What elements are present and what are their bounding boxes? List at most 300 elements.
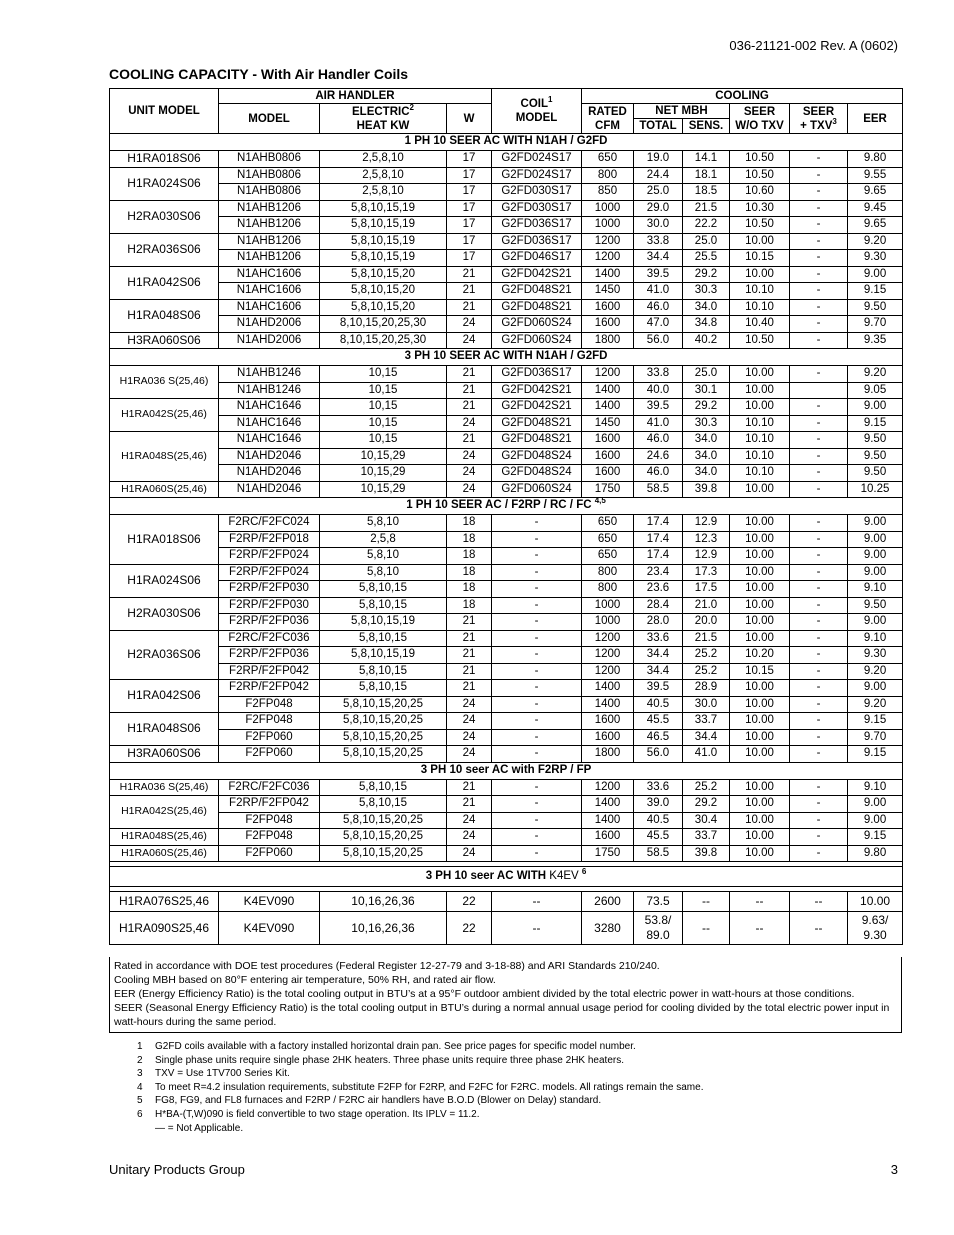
electric-heat-kw-cell: 5,8,10,15,19 [320,250,447,267]
table-row [110,812,903,829]
electric-heat-kw-cell: 5,8,10,15,19 [320,200,447,217]
model-cell: F2RC/F2FC024 [219,515,320,532]
net-mbh-total-cell: 17.4 [634,548,683,565]
seer-txv-cell: - [790,366,848,383]
electric-heat-kw-cell: 10,15,29 [320,465,447,482]
model-cell: N1AHB0806 [219,184,320,201]
model-cell: F2RC/F2FC036 [219,779,320,796]
coil-model-cell: G2FD048S21 [492,283,582,300]
rated-cfm-cell: 1400 [582,266,634,283]
net-mbh-sens-cell: 21.5 [683,630,730,647]
model-cell: F2RP/F2FP030 [219,597,320,614]
seer-txv-cell: - [790,432,848,449]
electric-heat-kw-cell: 5,8,10,15 [320,581,447,598]
seer-wo-txv-cell: 10.50 [730,217,790,234]
w-cell: 24 [447,465,492,482]
model-cell: N1AHC1646 [219,415,320,432]
net-mbh-total-cell: 45.5 [634,713,683,730]
seer-wo-txv-cell: 10.00 [730,531,790,548]
model-cell: F2RP/F2FP036 [219,647,320,664]
eer-cell: 9.80 [848,151,903,168]
coil-model-cell: G2FD048S21 [492,432,582,449]
seer-txv-cell: - [790,531,848,548]
net-mbh-total-cell: 23.4 [634,564,683,581]
eer-cell: 9.15 [848,713,903,730]
net-mbh-total-cell: 39.5 [634,680,683,697]
seer-wo-txv-cell: 10.10 [730,448,790,465]
eer-cell: 9.20 [848,696,903,713]
coil-model-cell: G2FD042S21 [492,266,582,283]
model-cell: N1AHD2006 [219,316,320,333]
electric-heat-kw-cell: 10,15 [320,399,447,416]
w-cell: 21 [447,663,492,680]
seer-wo-txv-cell: 10.00 [730,630,790,647]
footnote-number: 2 [137,1054,143,1066]
footnote [137,1094,703,1108]
electric-heat-kw-cell: 5,8,10 [320,548,447,565]
seer-txv-cell: - [790,779,848,796]
rated-cfm-cell: 1400 [582,696,634,713]
rated-cfm-cell: 650 [582,531,634,548]
eer-cell: 9.00 [848,531,903,548]
net-mbh-sens-cell: 18.1 [683,167,730,184]
eer-cell: 9.00 [848,266,903,283]
w-cell: 18 [447,597,492,614]
table-row [110,167,903,184]
table-row [110,548,903,565]
model-cell: N1AHB1206 [219,250,320,267]
rated-cfm-cell: 1450 [582,283,634,300]
table-row [110,266,903,283]
footer-company: Unitary Products Group [109,1162,245,1177]
w-cell: 24 [447,729,492,746]
net-mbh-sens-cell: 30.1 [683,382,730,399]
rated-cfm-cell: 1600 [582,316,634,333]
electric-heat-kw-cell: 5,8,10,15 [320,796,447,813]
net-mbh-total-cell: 40.5 [634,812,683,829]
net-mbh-total-cell: 17.4 [634,515,683,532]
net-mbh-total-cell: 28.4 [634,597,683,614]
seer-wo-txv-cell: 10.00 [730,366,790,383]
seer-txv-cell: - [790,564,848,581]
model-cell: N1AHB1206 [219,233,320,250]
w-cell: 17 [447,200,492,217]
net-mbh-total-cell: 45.5 [634,829,683,846]
footnote-text: G2FD coils available with a factory installed horizontal drain pan. See price pages for specific model number. [155,1041,636,1052]
table-row [110,432,903,449]
electric-heat-kw-cell: 8,10,15,20,25,30 [320,316,447,333]
seer-wo-txv-cell: 10.15 [730,250,790,267]
w-cell: 24 [447,812,492,829]
net-mbh-sens-cell: 34.0 [683,432,730,449]
coil-model-cell: G2FD030S17 [492,184,582,201]
w-cell: 24 [447,481,492,498]
page-title: COOLING CAPACITY - With Air Handler Coils [109,66,409,82]
coil-model-cell: - [492,729,582,746]
electric-heat-kw-cell: 5,8,10,15,19 [320,217,447,234]
net-mbh-sens-cell: 25.0 [683,233,730,250]
w-cell: 24 [447,316,492,333]
unit-model-cell: H1RA060S(25,46) [110,845,219,862]
electric-heat-kw-cell: 5,8,10 [320,515,447,532]
w-cell: 21 [447,779,492,796]
model-cell: N1AHC1606 [219,299,320,316]
model-cell: F2RP/F2FP042 [219,663,320,680]
seer-wo-txv-cell: 10.00 [730,680,790,697]
seer-txv-cell: - [790,481,848,498]
rated-cfm-cell: 650 [582,548,634,565]
seer-txv-cell: - [790,829,848,846]
electric-heat-kw-cell: 2,5,8,10 [320,151,447,168]
eer-cell: 9.30 [848,647,903,664]
seer-wo-txv-cell: 10.60 [730,184,790,201]
w-cell: 18 [447,515,492,532]
seer-wo-txv-cell: 10.00 [730,266,790,283]
electric-heat-kw-cell: 5,8,10,15,20 [320,299,447,316]
w-cell: 21 [447,399,492,416]
eer-cell: 9.15 [848,746,903,763]
electric-heat-header: ELECTRIC$^2$ HEAT KW [320,104,447,134]
net-mbh-total-cell: 46.5 [634,729,683,746]
net-mbh-total-cell: 24.4 [634,167,683,184]
seer-wo-txv-cell: 10.00 [730,812,790,829]
rated-cfm-cell: 800 [582,581,634,598]
seer-txv-cell: - [790,845,848,862]
net-mbh-sens-cell: 25.0 [683,366,730,383]
table-row [110,448,903,465]
note-line: EER (Energy Efficiency Ratio) is the total cooling output in BTU’s at a 95°F outdoor ambient divided by the total electric power in watt-hours at those conditions. [114,988,855,1000]
net-mbh-sens-cell: 34.0 [683,448,730,465]
net-mbh-sens-cell: 28.9 [683,680,730,697]
rated-cfm-cell: 1750 [582,481,634,498]
w-cell: 24 [447,746,492,763]
coil-model-cell: - [492,548,582,565]
net-mbh-sens-cell: 30.4 [683,812,730,829]
net-mbh-sens-cell: 12.9 [683,515,730,532]
coil-model-cell: G2FD036S17 [492,217,582,234]
footnote [137,1122,703,1136]
model-header: MODEL [219,104,320,134]
rated-cfm-cell: 1400 [582,796,634,813]
seer-wo-txv-cell: 10.00 [730,729,790,746]
net-mbh-total-cell: 33.6 [634,779,683,796]
model-cell: F2RP/F2FP024 [219,564,320,581]
coil-model-cell: - [492,696,582,713]
model-cell: N1AHC1646 [219,432,320,449]
coil-model-cell: - [492,597,582,614]
seer-wo-txv-cell: 10.10 [730,283,790,300]
footnotes [137,1040,703,1135]
net-mbh-sens-cell: 14.1 [683,151,730,168]
net-mbh-sens-cell: 30.0 [683,696,730,713]
net-mbh-total-cell: 46.0 [634,465,683,482]
model-cell: N1AHB0806 [219,151,320,168]
eer-cell: 9.50 [848,465,903,482]
net-mbh-total-cell: 56.0 [634,746,683,763]
seer-wo-txv-cell: 10.50 [730,167,790,184]
section-title: 1 PH 10 SEER AC WITH N1AH / G2FD [110,134,903,151]
rated-cfm-cell: 1200 [582,779,634,796]
unit-model-cell: H1RA018S06 [110,151,219,168]
net-mbh-sens-cell: 41.0 [683,746,730,763]
seer-wo-txv-cell: 10.10 [730,432,790,449]
footnote-text: H*BA-(T,W)090 is field convertible to two stage operation. Its IPLV = 11.2. [155,1108,480,1120]
eer-cell: 9.80 [848,845,903,862]
w-cell: 17 [447,151,492,168]
rated-cfm-cell: 650 [582,515,634,532]
seer-txv-cell: - [790,597,848,614]
seer-txv-cell: - [790,614,848,631]
footnote-text: FG8, FG9, and FL8 furnaces and F2RP / F2RC air handlers have B.O.D (Blower on Delay) standard. [155,1095,602,1107]
model-cell: F2RP/F2FP036 [219,614,320,631]
w-cell: 21 [447,680,492,697]
coil-model-cell: G2FD046S17 [492,250,582,267]
net-mbh-total-cell: 19.0 [634,151,683,168]
rated-cfm-cell: 1200 [582,647,634,664]
coil-model-cell: G2FD042S21 [492,382,582,399]
net-mbh-sens-cell: 20.0 [683,614,730,631]
footnote [137,1108,703,1122]
unit-model-cell: H1RA048S06 [110,713,219,746]
seer-txv-cell: - [790,465,848,482]
electric-heat-kw-cell: 5,8,10,15,20 [320,266,447,283]
rated-cfm-cell: 1400 [582,399,634,416]
coil-model-cell: - [492,531,582,548]
table-row [110,382,903,399]
table-row [110,796,903,813]
net-mbh-sens-cell: 39.8 [683,481,730,498]
seer-txv-cell: - [790,448,848,465]
net-mbh-sens-cell: 17.5 [683,581,730,598]
seer-wo-txv-cell: 10.15 [730,663,790,680]
electric-heat-kw-cell: 5,8,10,15,19 [320,647,447,664]
model-cell: N1AHC1606 [219,283,320,300]
coil-model-cell: G2FD036S17 [492,366,582,383]
eer-cell: 9.05 [848,382,903,399]
table-row [110,399,903,416]
eer-cell: 9.65 [848,217,903,234]
coil-model-cell: G2FD048S21 [492,299,582,316]
footnote-text: — = Not Applicable. [155,1122,244,1134]
model-cell: F2RC/F2FC036 [219,630,320,647]
page-number: 3 [890,1162,898,1177]
eer-cell: 9.00 [848,680,903,697]
model-cell: F2RP/F2FP018 [219,531,320,548]
unit-model-cell: H1RA036 S(25,46) [110,779,219,796]
table-row [110,515,903,532]
seer-txv-cell: - [790,332,848,349]
electric-heat-kw-cell: 5,8,10,15 [320,680,447,697]
table-row [110,680,903,697]
w-cell: 24 [447,415,492,432]
model-cell: N1AHB1206 [219,217,320,234]
seer-wo-txv-cell: 10.00 [730,829,790,846]
eer-header: EER [848,104,903,134]
table-row [110,316,903,333]
seer-wo-txv-cell: 10.20 [730,647,790,664]
w-cell: 21 [447,630,492,647]
seer-txv-header: SEER + $TXV^3$ [790,104,848,134]
rated-cfm-cell: 1000 [582,597,634,614]
seer-txv-cell: - [790,415,848,432]
net-mbh-sens-cell: 29.2 [683,399,730,416]
table-row [110,713,903,730]
seer-wo-txv-cell: 10.00 [730,515,790,532]
coil-model-cell: - [492,663,582,680]
model-cell: N1AHD2046 [219,481,320,498]
eer-cell: 9.00 [848,614,903,631]
footnote-number [137,1122,155,1136]
w-cell: 21 [447,432,492,449]
eer-cell: 9.50 [848,432,903,449]
w-cell: 17 [447,167,492,184]
w-cell: 21 [447,299,492,316]
seer-txv-cell: - [790,217,848,234]
net-mbh-total-cell: 25.0 [634,184,683,201]
coil-model-cell: - [492,845,582,862]
eer-cell: 9.10 [848,581,903,598]
rated-cfm-cell: 1200 [582,663,634,680]
w-cell: 21 [447,283,492,300]
net-mbh-sens-cell: 34.0 [683,465,730,482]
coil-model-cell: - [492,796,582,813]
net-mbh-total-cell: 34.4 [634,250,683,267]
net-mbh-sens-cell: 34.0 [683,299,730,316]
k4ev-section [110,862,903,945]
seer-txv-cell: - [790,696,848,713]
model-cell: N1AHB1206 [219,200,320,217]
unit-model-cell: H1RA042S06 [110,266,219,299]
net-mbh-total-cell: 39.5 [634,266,683,283]
net-mbh-sens-cell: 21.5 [683,200,730,217]
table-row: H1RA090S25,46 K4EV090 10,16,26,36 22 -- 3280 53.8/ 89.0 -- -- -- 9.63/ 9.30 [110,912,903,945]
model-cell: F2FP048 [219,812,320,829]
seer-txv-cell: - [790,266,848,283]
rated-cfm-cell: 1400 [582,680,634,697]
coil-model-cell: G2FD042S21 [492,399,582,416]
electric-heat-kw-cell: 5,8,10,15,19 [320,233,447,250]
coil-model-cell: G2FD060S24 [492,316,582,333]
model-cell: N1AHB1246 [219,382,320,399]
net-mbh-sens-cell: 12.3 [683,531,730,548]
net-mbh-total-cell: 39.5 [634,399,683,416]
net-mbh-total-cell: 40.5 [634,696,683,713]
w-cell: 17 [447,233,492,250]
rated-cfm-cell: 1000 [582,614,634,631]
w-cell: 21 [447,366,492,383]
coil-model-cell: - [492,812,582,829]
net-mbh-sens-cell: 34.8 [683,316,730,333]
net-mbh-total-cell: 29.0 [634,200,683,217]
eer-cell: 9.15 [848,415,903,432]
table-row: H1RA076S25,46 K4EV090 10,16,26,36 22 -- 2600 73.5 -- -- -- 10.00 [110,892,903,912]
table-row [110,729,903,746]
rated-cfm-cell: 1750 [582,845,634,862]
unit-model-header: UNIT MODEL [110,89,219,134]
footnote-text: Single phase units require single phase 2HK heaters. Three phase units require three phase 2HK heaters. [155,1054,624,1066]
net-mbh-header: NET MBH [634,104,730,119]
seer-txv-cell: - [790,200,848,217]
note-line: SEER (Seasonal Energy Efficiency Ratio) is the total cooling output in BTU’s during a normal annual usage period for cooling divided by the total electric power input in watt-hours during the same period. [114,1002,890,1028]
eer-cell: 9.20 [848,233,903,250]
seer-txv-cell: - [790,663,848,680]
seer-wo-txv-cell: 10.10 [730,415,790,432]
rated-cfm-cell: 1200 [582,366,634,383]
unit-model-cell: H2RA036S06 [110,233,219,266]
seer-wo-txv-cell: 10.00 [730,581,790,598]
coil-model-cell: - [492,515,582,532]
seer-wo-txv-cell: 10.00 [730,399,790,416]
section-title: 3 PH 10 seer AC with F2RP / FP [110,762,903,779]
coil-model-cell: G2FD060S24 [492,332,582,349]
w-cell: 24 [447,696,492,713]
electric-heat-kw-cell: 10,15 [320,366,447,383]
footnote-number: 3 [137,1068,143,1080]
cooling-capacity-table [109,88,903,945]
eer-cell: 9.00 [848,564,903,581]
rated-cfm-cell: 1200 [582,233,634,250]
sens-header: SENS. [683,119,730,134]
eer-cell: 9.35 [848,332,903,349]
seer-txv-cell: - [790,796,848,813]
seer-wo-txv-cell: 10.00 [730,597,790,614]
seer-txv-cell: - [790,250,848,267]
electric-heat-kw-cell: 10,15,29 [320,448,447,465]
net-mbh-sens-cell: 30.3 [683,415,730,432]
model-cell: F2RP/F2FP042 [219,796,320,813]
table-row [110,614,903,631]
eer-cell: 9.50 [848,597,903,614]
seer-wo-txv-cell: 10.30 [730,200,790,217]
unit-model-cell: H1RA018S06 [110,515,219,565]
model-cell: N1AHC1606 [219,266,320,283]
net-mbh-total-cell: 34.4 [634,663,683,680]
seer-wo-txv-cell: 10.00 [730,796,790,813]
net-mbh-sens-cell: 17.3 [683,564,730,581]
table-row [110,250,903,267]
unit-model-cell: H1RA048S06 [110,299,219,332]
note-line: Rated in accordance with DOE test procedures (Federal Register 12-27-79 and 3-18-88) and ARI Standards 210/240. [114,960,660,972]
unit-model-cell: H1RA036 S(25,46) [110,366,219,399]
coil-model-cell: - [492,779,582,796]
net-mbh-sens-cell: 22.2 [683,217,730,234]
seer-wo-txv-header: SEER W/O TXV [730,104,790,134]
seer-wo-txv-cell: 10.00 [730,548,790,565]
seer-wo-txv-cell: 10.00 [730,845,790,862]
rated-cfm-cell: 1600 [582,299,634,316]
electric-heat-kw-cell: 2,5,8,10 [320,167,447,184]
electric-heat-kw-cell: 5,8,10,15,20,25 [320,746,447,763]
w-header: W [447,104,492,134]
rated-cfm-cell: 1600 [582,829,634,846]
table-row [110,597,903,614]
cooling-header: COOLING [582,89,903,104]
table-row [110,663,903,680]
table-row [110,581,903,598]
net-mbh-sens-cell: 29.2 [683,796,730,813]
eer-cell: 9.15 [848,829,903,846]
net-mbh-sens-cell: 33.7 [683,713,730,730]
electric-heat-kw-cell: 10,15 [320,415,447,432]
model-cell: F2FP060 [219,746,320,763]
rated-cfm-cell: 1400 [582,382,634,399]
model-cell: F2FP048 [219,829,320,846]
seer-wo-txv-cell: 10.10 [730,465,790,482]
electric-heat-kw-cell: 5,8,10,15 [320,779,447,796]
electric-heat-kw-cell: 10,15 [320,382,447,399]
table-row [110,746,903,763]
note-line: Cooling MBH based on 80°F entering air temperature, 50% RH, and rated air flow. [114,974,496,986]
